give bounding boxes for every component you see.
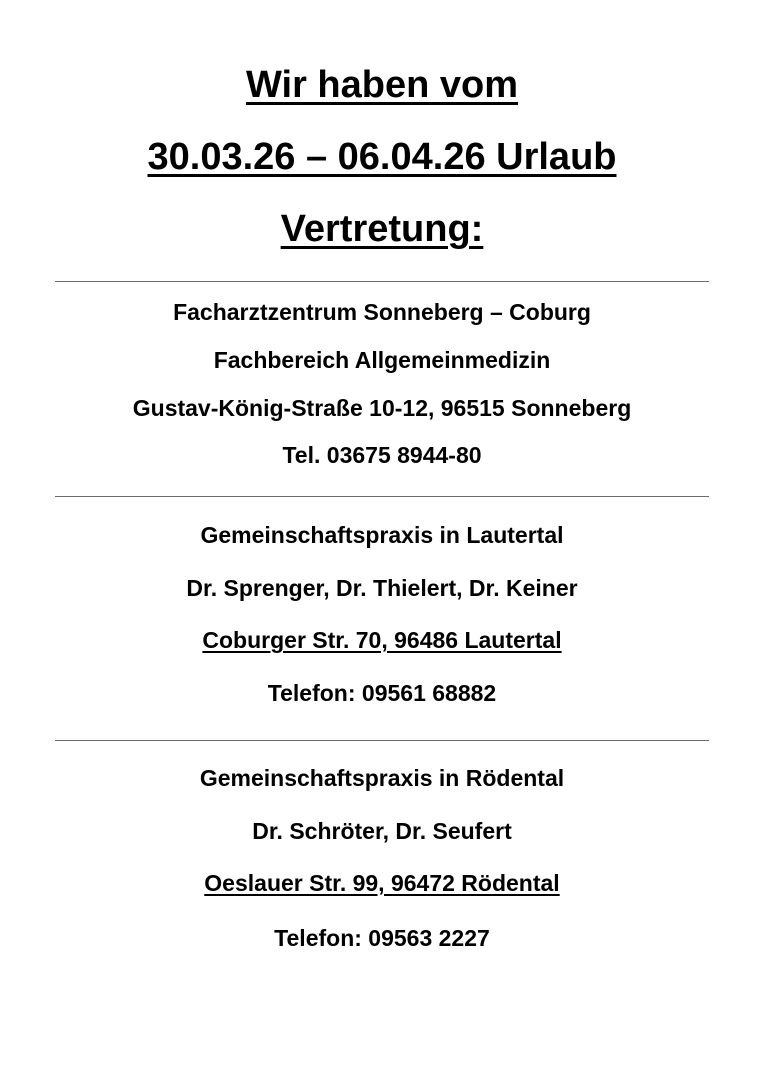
- practice-department: Fachbereich Allgemeinmedizin: [213, 347, 551, 373]
- substitute-heading: Vertretung:: [280, 208, 484, 250]
- practice-address: Gustav-König-Straße 10-12, 96515 Sonneberg: [132, 395, 632, 421]
- vacation-heading: Wir haben vom: [245, 64, 519, 106]
- vacation-dates: 30.03.26 – 06.04.26 Urlaub: [147, 136, 617, 178]
- practice-name: Facharztzentrum Sonneberg – Coburg: [173, 299, 591, 325]
- practice-doctors: Dr. Sprenger, Dr. Thielert, Dr. Keiner: [186, 575, 578, 601]
- practice-phone: Telefon: 09561 68882: [267, 680, 497, 706]
- practice-address: Coburger Str. 70, 96486 Lautertal: [202, 627, 562, 653]
- practice-phone: Tel. 03675 8944-80: [282, 442, 482, 468]
- practice-address: Oeslauer Str. 99, 96472 Rödental: [204, 870, 560, 896]
- divider: [55, 496, 709, 497]
- practice-name: Gemeinschaftspraxis in Lautertal: [200, 522, 564, 548]
- practice-doctors: Dr. Schröter, Dr. Seufert: [252, 818, 512, 844]
- practice-phone: Telefon: 09563 2227: [274, 925, 490, 951]
- practice-name: Gemeinschaftspraxis in Rödental: [199, 765, 565, 791]
- divider: [55, 740, 709, 741]
- divider: [55, 281, 709, 282]
